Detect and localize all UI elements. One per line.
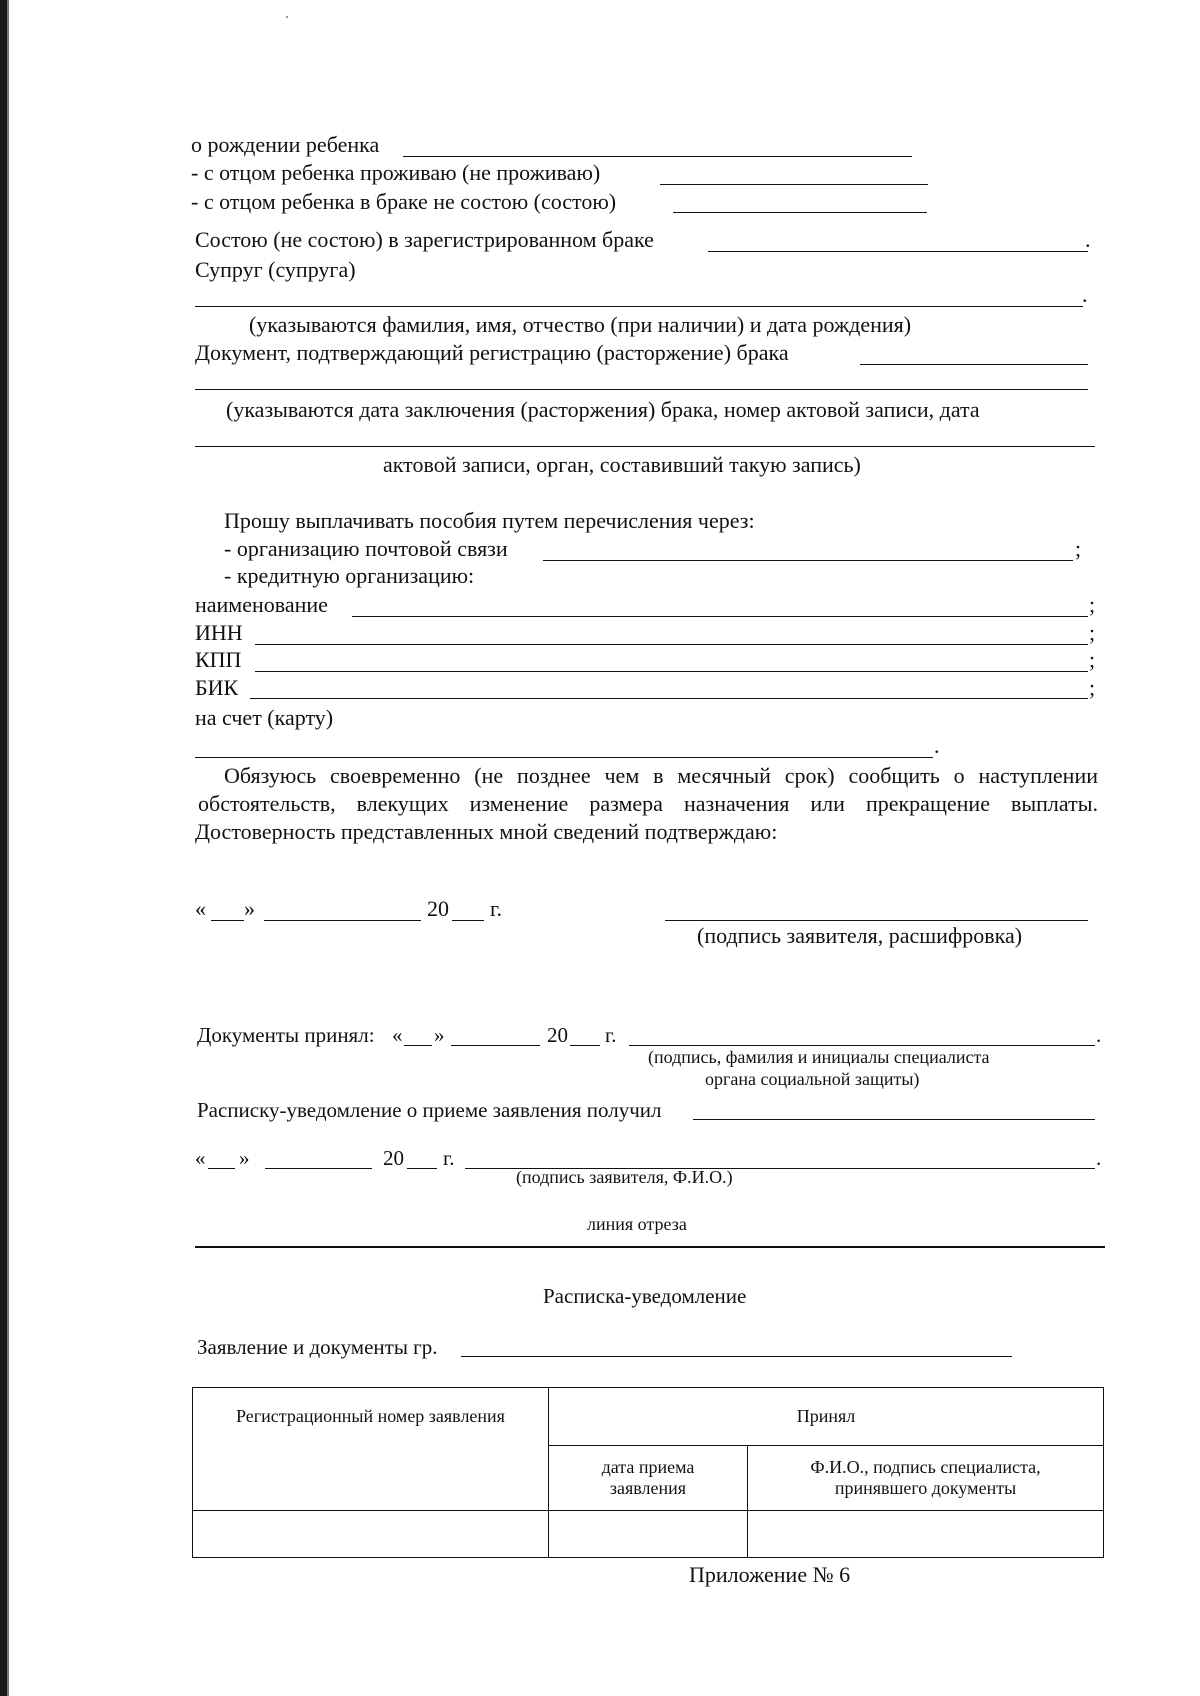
post-field[interactable] bbox=[543, 560, 1073, 561]
receipt-month-field[interactable] bbox=[265, 1168, 372, 1169]
receipt-year-field[interactable] bbox=[407, 1168, 437, 1169]
date-day-field[interactable] bbox=[211, 920, 244, 921]
bik-semicolon: ; bbox=[1089, 675, 1096, 700]
bik-field[interactable] bbox=[250, 698, 1088, 699]
col-accepted-header: Принял bbox=[549, 1388, 1104, 1446]
spouse-hint: (указываются фамилия, имя, отчество (при наличии) и дата рождения) bbox=[249, 312, 912, 337]
accepted-close-quote: » bbox=[434, 1023, 445, 1047]
birth-field[interactable] bbox=[403, 156, 912, 157]
marriage-doc-field[interactable] bbox=[860, 364, 1088, 365]
kpp-semicolon: ; bbox=[1089, 647, 1096, 672]
post-semicolon: ; bbox=[1075, 536, 1082, 561]
date-open-quote: « bbox=[195, 896, 206, 921]
inn-field[interactable] bbox=[255, 644, 1088, 645]
accepted-year-field[interactable] bbox=[570, 1045, 600, 1046]
marriage-doc-label: Документ, подтверждающий регистрацию (расторжение) брака bbox=[195, 340, 789, 365]
bik-label: БИК bbox=[195, 675, 239, 700]
spouse-field[interactable] bbox=[195, 306, 1083, 307]
applicant-field[interactable] bbox=[461, 1356, 1012, 1357]
receipt-got-label: Расписку-уведомление о приеме заявления получил bbox=[197, 1098, 662, 1122]
accepted-hint-2: органа социальной защиты) bbox=[705, 1069, 920, 1089]
reg-number-cell[interactable] bbox=[193, 1511, 549, 1558]
col-date-line-1: дата приема bbox=[601, 1457, 695, 1477]
accepted-open-quote: « bbox=[392, 1023, 403, 1047]
birth-label: о рождении ребенка bbox=[191, 132, 380, 157]
accepted-year-suffix: г. bbox=[605, 1023, 617, 1047]
marriage-doc-field-2[interactable] bbox=[195, 389, 1088, 390]
receipt-year-prefix: 20 bbox=[383, 1146, 404, 1170]
date-close-quote: » bbox=[244, 896, 255, 921]
marriage-doc-hint-1: (указываются дата заключения (расторжения) брака, номер актовой записи, дата bbox=[226, 397, 980, 422]
account-dot: . bbox=[934, 733, 940, 758]
obligation-line-1: Обязуюсь своевременно (не позднее чем в месячный срок) сообщить о наступлении bbox=[224, 763, 1098, 788]
applicant-label: Заявление и документы гр. bbox=[197, 1335, 438, 1359]
account-label: на счет (карту) bbox=[195, 705, 334, 730]
receipt-dot: . bbox=[1096, 1146, 1102, 1170]
specialist-cell[interactable] bbox=[748, 1511, 1104, 1558]
accepted-hint-1: (подпись, фамилия и инициалы специалиста bbox=[648, 1047, 990, 1067]
col-specialist-header bbox=[748, 1446, 1104, 1511]
accept-date-cell[interactable] bbox=[549, 1511, 748, 1558]
receipt-open-quote: « bbox=[195, 1146, 206, 1170]
bank-name-semicolon: ; bbox=[1089, 592, 1096, 617]
scan-edge bbox=[0, 0, 7, 1696]
marriage-status-label: Состою (не состою) в зарегистрированном браке bbox=[195, 227, 654, 252]
obligation-line-3: Достоверность представленных мной сведений подтверждаю: bbox=[195, 819, 778, 844]
inn-label: ИНН bbox=[195, 620, 243, 645]
receipt-day-field[interactable] bbox=[208, 1168, 235, 1169]
scan-speck bbox=[286, 16, 288, 18]
registration-table bbox=[192, 1387, 1104, 1558]
post-label: - организацию почтовой связи bbox=[224, 536, 508, 561]
signature-hint: (подпись заявителя, расшифровка) bbox=[697, 923, 1023, 948]
kpp-field[interactable] bbox=[255, 671, 1088, 672]
bank-name-field[interactable] bbox=[352, 616, 1088, 617]
accepted-dot: . bbox=[1096, 1023, 1102, 1047]
marriage-doc-field-3[interactable] bbox=[195, 446, 1095, 447]
col-date-line-2: заявления bbox=[609, 1478, 687, 1498]
inn-semicolon: ; bbox=[1089, 620, 1096, 645]
receipt-got-field[interactable] bbox=[693, 1119, 1095, 1120]
spouse-dot: . bbox=[1082, 282, 1088, 307]
cut-line bbox=[195, 1246, 1105, 1248]
account-field[interactable] bbox=[195, 757, 933, 758]
spouse-label: Супруг (супруга) bbox=[195, 257, 356, 282]
credit-label: - кредитную организацию: bbox=[224, 563, 475, 588]
col-specialist-line-1: Ф.И.О., подпись специалиста, bbox=[810, 1457, 1041, 1477]
receipt-close-quote: » bbox=[239, 1146, 250, 1170]
father-live-field[interactable] bbox=[660, 184, 928, 185]
obligation-line-2: обстоятельств, влекущих изменение размера назначения или прекращение выплаты. bbox=[198, 791, 1098, 816]
accepted-label: Документы принял: bbox=[197, 1023, 375, 1047]
col-date-header bbox=[549, 1446, 748, 1511]
kpp-label: КПП bbox=[195, 647, 242, 672]
date-year-suffix: г. bbox=[490, 896, 503, 921]
col-specialist-line-2: принявшего документы bbox=[834, 1478, 1017, 1498]
scan-edge-shadow bbox=[7, 0, 9, 1696]
accepted-day-field[interactable] bbox=[404, 1045, 432, 1046]
date-year-prefix: 20 bbox=[427, 896, 449, 921]
receipt-title: Расписка-уведомление bbox=[543, 1284, 747, 1308]
bank-name-label: наименование bbox=[195, 592, 328, 617]
accepted-year-prefix: 20 bbox=[547, 1023, 568, 1047]
marriage-status-dot: . bbox=[1085, 227, 1091, 252]
father-live-label: - с отцом ребенка проживаю (не проживаю) bbox=[191, 160, 601, 185]
col-reg-header: Регистрационный номер заявления bbox=[193, 1388, 549, 1511]
receipt-year-suffix: г. bbox=[443, 1146, 455, 1170]
signature-field[interactable] bbox=[665, 920, 1088, 921]
appendix-label: Приложение № 6 bbox=[689, 1562, 851, 1587]
father-marriage-field[interactable] bbox=[673, 212, 927, 213]
payment-intro: Прошу выплачивать пособия путем перечисления через: bbox=[224, 508, 755, 533]
father-marriage-label: - с отцом ребенка в браке не состою (состою) bbox=[191, 189, 617, 214]
date-year-field[interactable] bbox=[452, 920, 484, 921]
marriage-status-field[interactable] bbox=[708, 251, 1088, 252]
marriage-doc-hint-2: актовой записи, орган, составивший такую запись) bbox=[383, 452, 861, 477]
receipt-hint: (подпись заявителя, Ф.И.О.) bbox=[516, 1167, 733, 1187]
cut-line-label: линия отреза bbox=[587, 1214, 687, 1234]
date-month-field[interactable] bbox=[264, 920, 421, 921]
accepted-month-field[interactable] bbox=[451, 1045, 540, 1046]
